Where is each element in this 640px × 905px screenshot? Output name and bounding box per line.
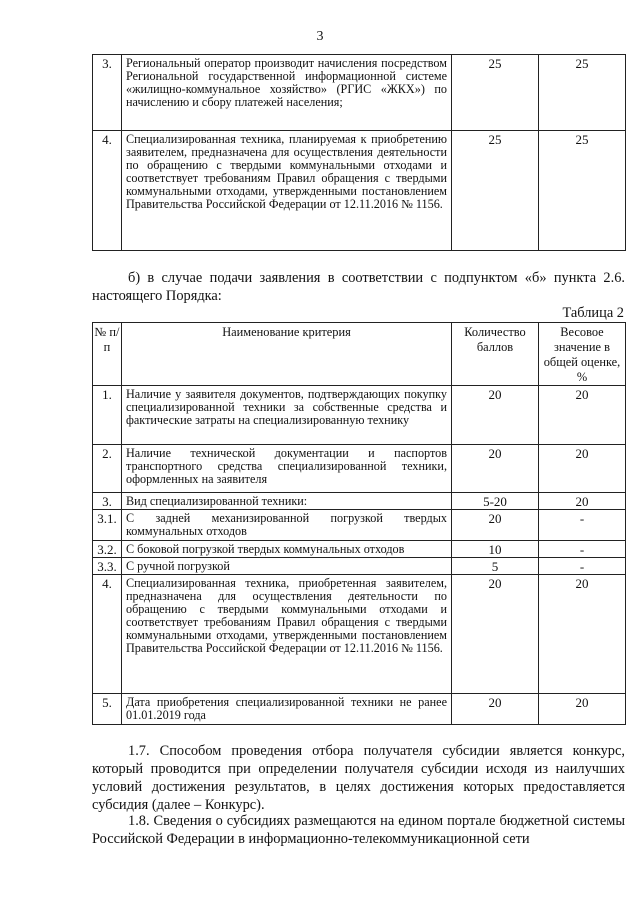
weight-cell: 20 <box>539 575 626 694</box>
points-cell: 20 <box>452 575 539 694</box>
weight-cell: - <box>539 541 626 558</box>
points-cell: 10 <box>452 541 539 558</box>
weight-cell: 20 <box>539 445 626 493</box>
header-weight: Весовое значение в общей оценке, % <box>539 323 626 386</box>
row-number: 4. <box>93 131 122 251</box>
criterion-text: Вид специализированной техники: <box>122 493 452 510</box>
table-header-row <box>93 323 626 386</box>
table-row <box>93 55 626 131</box>
criterion-text: С задней механизированной погрузкой твердых коммунальных отходов <box>122 510 452 541</box>
table-row <box>93 131 626 251</box>
points-cell: 5 <box>452 558 539 575</box>
table-row <box>93 445 626 493</box>
row-number: 2. <box>93 445 122 493</box>
table-caption: Таблица 2 <box>562 305 624 321</box>
weight-cell: - <box>539 510 626 541</box>
row-number: 3. <box>93 493 122 510</box>
weight-cell: 25 <box>539 131 626 251</box>
header-criterion: Наименование критерия <box>122 323 452 386</box>
header-points: Количество баллов <box>452 323 539 386</box>
weight-cell: 20 <box>539 386 626 445</box>
row-number: 3.2. <box>93 541 122 558</box>
page-number: 3 <box>316 29 324 44</box>
row-number: 3.1. <box>93 510 122 541</box>
criterion-text: С ручной погрузкой <box>122 558 452 575</box>
points-cell: 20 <box>452 510 539 541</box>
points-cell: 20 <box>452 694 539 725</box>
table-row <box>93 493 626 510</box>
criteria-table-1 <box>92 54 626 251</box>
weight-cell: 25 <box>539 55 626 131</box>
table-row <box>93 575 626 694</box>
table-row <box>93 558 626 575</box>
weight-cell: 20 <box>539 694 626 725</box>
points-cell: 20 <box>452 445 539 493</box>
criterion-text: Региональный оператор производит начисления посредством Региональной государственной информационной системе «жилищно-коммунальное хозяйство» (РГИС «ЖКХ») по начислению и сбору платежей населения; <box>122 55 452 131</box>
criterion-text: Специализированная техника, приобретенная заявителем, предназначена для осуществления деятельности по обращению с твердыми коммунальными отходами и соответствует требованиям Правил обращения с твердыми коммунальными отходами, утвержденными постановлением Правительства Российской Федерации от 12.11.2016 № 1156. <box>122 575 452 694</box>
header-number: № п/п <box>93 323 122 386</box>
points-cell: 5-20 <box>452 493 539 510</box>
row-number: 5. <box>93 694 122 725</box>
criteria-table-2 <box>92 322 626 725</box>
row-number: 3.3. <box>93 558 122 575</box>
weight-cell: - <box>539 558 626 575</box>
criterion-text: Наличие у заявителя документов, подтверждающих покупку специализированной техники за собственные средства и фактические затраты на специализированную технику <box>122 386 452 445</box>
row-number: 1. <box>93 386 122 445</box>
criterion-text: Специализированная техника, планируемая к приобретению заявителем, предназначена для осуществления деятельности по обращению с твердыми коммунальными отходами и соответствует требованиям Правил обращения с твердыми коммунальными отходами, утвержденными постановлением Правительства Российской Федерации от 12.11.2016 № 1156. <box>122 131 452 251</box>
paragraph-1-8: 1.8. Сведения о субсидиях размещаются на едином портале бюджетной системы Российской Федерации в информационно-телекоммуникационной сети <box>92 813 625 847</box>
table-row <box>93 541 626 558</box>
paragraph-b: б) в случае подачи заявления в соответствии с подпунктом «б» пункта 2.6. настоящего Порядка: <box>92 270 625 304</box>
table-row <box>93 694 626 725</box>
criterion-text: С боковой погрузкой твердых коммунальных отходов <box>122 541 452 558</box>
table-row <box>93 386 626 445</box>
paragraph-1-7: 1.7. Способом проведения отбора получателя субсидии является конкурс, который проводится при определении получателя субсидии исходя из наилучших условий достижения результатов, в целях достижения которых предоставляется субсидия (далее – Конкурс). <box>92 743 625 813</box>
points-cell: 25 <box>452 131 539 251</box>
weight-cell: 20 <box>539 493 626 510</box>
points-cell: 20 <box>452 386 539 445</box>
row-number: 3. <box>93 55 122 131</box>
row-number: 4. <box>93 575 122 694</box>
criterion-text: Дата приобретения специализированной техники не ранее 01.01.2019 года <box>122 694 452 725</box>
criterion-text: Наличие технической документации и паспортов транспортного средства специализированной техники, оформленных на заявителя <box>122 445 452 493</box>
points-cell: 25 <box>452 55 539 131</box>
table-row <box>93 510 626 541</box>
